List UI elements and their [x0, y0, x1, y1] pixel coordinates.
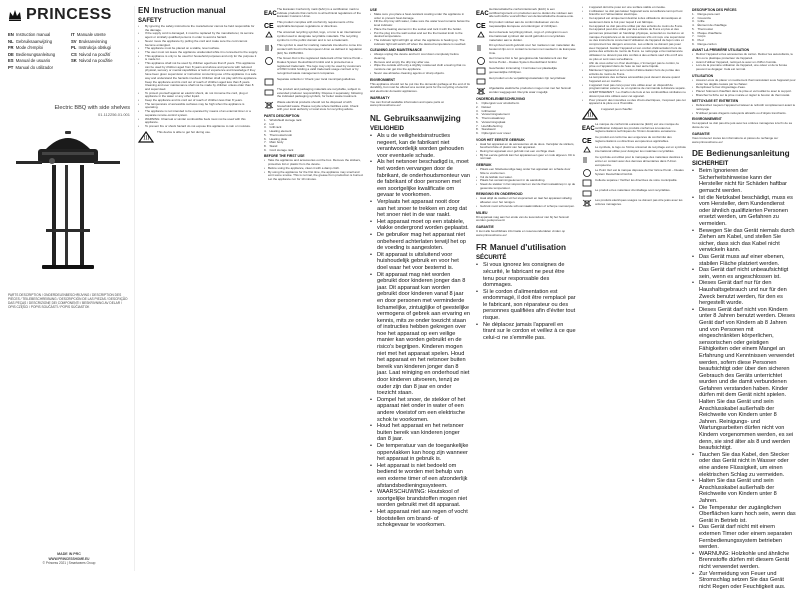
list-item: • Maintenez l'appareil et son cordon d'alimentation hors de portée des enfants de moins de 8 ans.	[582, 69, 686, 76]
symbol-note: Le symbole, le logo ou l'icône universel de recyclage est un symbole international utilisé pour désigner les matériaux recyclables.	[582, 146, 686, 154]
nl-safety-list	[370, 133, 470, 529]
symbol-note: The Green Dot is the registered trademark of Der Grüne Punkt – Duales System Deutschland GmbH and is protected as a registered trademark. The logo may only be used by customers of DSD GmbH holding a valid trademark usage contract or by recognized waste management companies.	[264, 57, 364, 76]
list-item: • Retirez l'appareil et les accessoires du carton. Retirez les autocollants, le film ou le plastique protecteur de l'appareil.	[692, 53, 796, 60]
list-item: • WARNUNG: Holzkohle und ähnliche Brennstoffe dürfen mit diesem Gerät nicht verwendet werden.	[692, 551, 796, 571]
list-item: • The appliance must be placed on a stable, level surface.	[138, 47, 258, 51]
list-item: • This appliance shall not be used by children aged less than 8 years. This appliance can be used by children aged from 8 years and above and persons with reduced physical, sensory or mental capabilities or lack of experience and knowledge if they have been given supervision or instruction concerning use of the appliance in a safe way and understand the hazards involved. Children shall not play with the appliance. Keep the appliance and its cord out of reach of children aged less than 8 years. Cleaning and user maintenance shall not be made by children unless older than 8 and supervised.	[138, 62, 258, 92]
list-item: • Het apparaat moet op een stabiele, vlakke ondergrond worden geplaatst.	[370, 219, 470, 232]
made-in-label: MADE IN PRC	[8, 552, 130, 556]
fr-section	[476, 243, 576, 341]
list-item: • Halten Sie das Gerät und sein Anschlusskabel außerhalb der Reichweite von Kindern unter 8 Jahren.	[692, 478, 796, 504]
symbol-note: EAC La marque de conformité eurasienne (EAC) est une marque de certification indiquant les produits conformes à toutes les réglementations techniques de l'Union douanière eurasienne.	[582, 123, 686, 134]
green-dot-icon	[582, 169, 592, 177]
list-item: • Bewegen Sie das Gerät niemals durch Ziehen am Kabel, und stellen Sie sicher, dass sich das Kabel nicht verwickeln kann.	[692, 228, 796, 254]
hot-surface-icon	[138, 131, 154, 143]
list-item: • De temperatuur van de toegankelijke oppervlakken kan hoog zijn wanneer het apparaat in gebruik is.	[370, 443, 470, 463]
fr-environment-heading: ENVIRONNEMENT	[692, 117, 796, 121]
language-item: PT Manual do utilizador	[8, 65, 67, 71]
eac-icon	[264, 8, 274, 16]
list-item: 8. Stand	[264, 145, 364, 149]
packaging-icon	[476, 77, 486, 85]
en-first-use-heading: BEFORE THE FIRST USE	[264, 154, 364, 158]
list-item: • Het apparaat niet aan regen of vocht blootstellen om brand- of schokgevaar te voorkomen.	[370, 509, 470, 529]
list-item: • Das Gerät darf nicht unbeaufsichtigt sein, wenn es angeschlossen ist.	[692, 267, 796, 280]
list-item: • Zur Vermeidung von Feuer und Stromschlag setzen Sie das Gerät nicht Regen oder Feuchtigkeit aus.	[692, 571, 796, 590]
nl-cleaning-list	[476, 197, 576, 208]
list-item: 5. Thermostat	[692, 28, 796, 32]
nl-parts-heading: ONDERDELENBESCHRIJVING	[476, 97, 576, 101]
list-item: • This appliance is only to be used for household purposes and only for the purpose it is made for.	[138, 55, 258, 62]
list-item: • Haal altijd de stekker uit het stopcontact en laat het apparaat volledig afkoelen voor het reinigen.	[476, 197, 576, 204]
svg-text:CE: CE	[476, 23, 486, 30]
list-item: • N'utilisez jamais d'agents nettoyants abrasifs ou d'objets tranchants.	[692, 112, 796, 116]
fr-safety-heading: SÉCURITÉ	[476, 255, 576, 261]
list-item: • The temperature of accessible surfaces may be high when the appliance is operating.	[138, 103, 258, 110]
list-item: • Als het netsnoer beschadigd is, moet het worden vervangen door de fabrikant, de onderhoudsmonteur van de fabrikant of door personen met een soortgelijke kwalificatie om gevaar te voorkomen.	[370, 159, 470, 199]
symbol-note: EAC Het Euraziatische conformiteitsmerk (EAC) is een certificeringsmerk om producten aan te duiden die voldoen aan alle technische voorschriften van de Euraziatische douane-unie.	[476, 8, 576, 19]
fr-safety-list	[476, 262, 576, 341]
de-section	[692, 149, 796, 590]
food-safe-icon	[264, 44, 274, 52]
symbol-note: Afgedankte elektrische producten mogen niet met het huisvuil worden weggegooid. Recycle waar mogelijk.	[476, 87, 576, 95]
list-item: • Make sure you place a heat-resistant coating under the appliance in order to prevent heat damage.	[370, 13, 470, 20]
list-item: • WARNING: Charcoal or similar combustible fuels must not be used with this appliance.	[138, 118, 258, 125]
en-column	[138, 6, 258, 571]
fr-parts-heading: DESCRIPTION DES PIÈCES	[692, 8, 796, 12]
list-item: 7. Corps	[692, 35, 796, 39]
list-item: 2. Deksel	[476, 106, 576, 110]
ce-icon	[582, 136, 592, 144]
list-item: • If the supply cord is damaged, it must be replaced by the manufacturer, its service agent or similarly qualified persons in order to avoid a hazard.	[138, 32, 258, 39]
green-dot-icon	[476, 57, 486, 65]
list-item: • Keep the appliance and its cord out of reach of children less than 8 years.	[138, 99, 258, 103]
nl-warranty-text: U kunt alle beschikbare informatie en reserveonderdelen vinden op www.princesshome.eu!	[476, 230, 576, 237]
en-cleaning-heading: CLEANING AND MAINTENANCE	[370, 48, 470, 52]
list-item: 1. Range-pare-vent	[692, 13, 796, 17]
en-parts-list	[264, 119, 364, 152]
ce-icon	[264, 21, 274, 29]
website-url: WWW.PRINCESSHOME.EU	[8, 557, 130, 561]
language-item: ES Manual de usuario	[8, 58, 67, 64]
list-item: • Fill the drip tray with water, make sure the water level remains below the level indicator.	[370, 20, 470, 27]
list-item: • Tauchen Sie das Kabel, den Stecker oder das Gerät nicht in Wasser oder eine andere Flüssigkeit, um einen elektrischen Schlag zu vermeiden.	[692, 452, 796, 478]
nl-section	[370, 114, 470, 529]
list-item: 4. Heating element	[264, 130, 364, 134]
symbol-note: Waste electrical products should not be disposed of with household waste. Please recycle where facilities exist. Check with your local authority or local store for recycling advice.	[264, 101, 364, 112]
fr-first-use-heading: AVANT LA PREMIÈRE UTILISATION	[692, 48, 796, 52]
list-item: • Vul de lekbak met water.	[476, 176, 576, 180]
symbol-note: CE Ce produit est conforme aux exigences de conformité des réglementations ou directives européennes applicables.	[582, 136, 686, 144]
list-item: 6. Heating plate	[264, 138, 364, 142]
svg-text:EAC: EAC	[264, 11, 277, 17]
list-item: • Si vous ignorez les consignes de sécurité, le fabricant ne peut être tenu pour responsable des dommages.	[476, 262, 576, 288]
nl-first-use-list	[476, 143, 576, 162]
symbol-note: Ce symbole est utilisé pour le marquage des matériaux destinés à entrer en contact avec des denrées alimentaires dans l'Union européenne.	[582, 156, 686, 167]
language-item: SK Návod na použitie	[71, 58, 130, 64]
nl-warranty-heading: GARANTIE	[476, 225, 576, 229]
list-item: • Place the heating element in the socket and lock it with the holder.	[370, 28, 470, 32]
en-warranty-heading: WARRANTY	[370, 96, 470, 100]
list-item: 6. Plaque chauffante	[692, 32, 796, 36]
hot-surface-note: L'appareil peut chauffer.	[582, 108, 686, 120]
list-item: 2. Lid	[264, 123, 364, 127]
list-item: 3. Grille	[692, 20, 796, 24]
list-item: • Pour prévenir des incendies ou des chocs électriques, n'exposez pas cet appareil à la pluie ou à l'humidité.	[582, 99, 686, 106]
brand-logo	[8, 6, 130, 24]
language-item: FR Mode d'emploi	[8, 45, 67, 51]
nl-use-list	[476, 168, 576, 190]
list-item: • Take the appliance and accessories out the box. Remove the stickers, protective foil or plastic from the device.	[264, 159, 364, 166]
list-item: • Steek de stekker in het stopcontact en stel de thermostaatknop in op de gewenste temperatuur.	[476, 183, 576, 190]
nl-safety-heading: VEILIGHEID	[370, 126, 470, 132]
separate-collection-icon	[582, 179, 592, 187]
symbol-note: CE Dit product voldoet aan de conformiteitseisen van de toepasselijke Europese verordeningen of richtlijnen.	[476, 21, 576, 29]
language-item: EN Instruction manual	[8, 32, 67, 38]
list-item: • Never use abrasive cleaning agents or sharp objects.	[370, 72, 470, 76]
food-safe-icon	[582, 156, 592, 164]
en-parts-heading: PARTS DESCRIPTION	[264, 114, 364, 118]
recycle-icon	[264, 31, 274, 39]
recycle-icon	[582, 146, 592, 154]
de-title: DE Bedienungsanleitung	[692, 149, 796, 158]
list-item: • Débranchez toujours l'appareil et laissez-le refroidir complètement avant le nettoyage.	[692, 104, 796, 111]
packaging-icon	[582, 189, 592, 197]
list-item: • Avant d'utiliser l'appareil, nettoyez-le avec un chiffon humide.	[692, 61, 796, 65]
symbol-note: Gescheiden inzameling / Controleer uw plaatselijke gemeentelijke richtlijnen.	[476, 67, 576, 75]
svg-text:EAC: EAC	[476, 11, 489, 17]
list-item: 2. Couvercle	[692, 17, 796, 21]
list-item: • Assurez-vous de placer un revêtement thermorésistant sous l'appareil pour éviter les dégâts causés par la chaleur.	[692, 79, 796, 86]
list-item: 1. Opbergrek voor windscherm	[476, 102, 576, 106]
weee-bin-icon	[476, 87, 486, 95]
list-item: • Haal het apparaat en de accessoires uit de doos. Verwijder de stickers, beschermfolie of plastic van het apparaat.	[476, 143, 576, 150]
list-item: • La température des surfaces accessibles peut devenir élevée quand l'appareil est en marche.	[582, 76, 686, 83]
packaging-icon	[264, 88, 274, 96]
crown-icon	[8, 9, 22, 21]
symbol-note: Het product en de verpakkingsmaterialen zijn recyclebaar.	[476, 77, 576, 85]
list-item: • Ne déplacez jamais l'appareil en tirant sur le cordon et veillez à ce que celui-ci ne s'emmêle pas.	[476, 322, 576, 342]
symbol-note: The universal recycling symbol, logo, or icon is an international symbol used to designate recyclable materials. The recycling symbol is in the public domain and is not a trademark.	[264, 31, 364, 42]
list-item: • Dit apparaat mag niet worden gebruikt door kinderen jonger dan 8 jaar. Dit apparaat kan worden gebruikt door kinderen vanaf 8 jaar en door personen met verminderde lichamelijke, zintuiglijke of geestelijke vermogens of gebrek aan ervaring en kennis, mits ze onder toezicht staan of instructies hebben gekregen over hoe het apparaat op een veilige manier kan worden gebruikt en de risico's begrijpen. Kinderen mogen niet met het apparaat spelen. Houd het apparaat en het netsnoer buiten bereik van kinderen jonger dan 8 jaar. Laat reiniging en onderhoud niet door kinderen uitvoeren, tenzij ze ouder zijn dan 8 jaar en onder toezicht staan.	[370, 272, 470, 397]
language-item: NL Gebruiksaanwijzing	[8, 39, 67, 45]
list-item: • To prevent fire or shock hazard do not expose this appliance to rain or moisture.	[138, 125, 258, 129]
symbol-note: Le Point Vert est la marque déposée de Der Grüne Punkt – Duales System Deutschland GmbH.	[582, 169, 686, 177]
list-item: • Cet appareil est uniquement destiné à des utilisations domestiques et seulement dans le but pour lequel il est fabriqué.	[582, 17, 686, 24]
nl-use-heading: GEBRUIK	[476, 163, 576, 167]
hot-surface-note: This device is able to get hot during use.	[138, 131, 258, 143]
list-item: 3. Grillrooster	[476, 110, 576, 114]
en-first-use-list	[264, 159, 364, 181]
green-dot-icon	[264, 57, 274, 65]
en-title: EN Instruction manual	[138, 6, 258, 15]
list-item: • Plaats een hittebestendige laag onder het apparaat om schade door hitte te voorkomen.	[476, 168, 576, 175]
en-environment-text: This appliance should not be put into the domestic garbage at the end of its durability, but must be offered at a central point for the recycling of electric and electronic domestic appliances.	[370, 83, 470, 94]
recycle-icon	[476, 31, 486, 39]
fr-symbols	[582, 123, 686, 207]
weee-bin-icon	[264, 101, 274, 109]
list-item: • Ist die Netzkabel beschädigt, muss es vom Hersteller, dem Kundendienst oder ähnlich qualifizierten Personen ersetzt werden, um Gefahren zu vermeiden.	[692, 195, 796, 228]
list-item: 9. Opbergrek voor snoer	[476, 132, 576, 136]
copyright: © Princess 2021 | Smartwares Group	[8, 561, 130, 565]
en-safety-list	[138, 25, 258, 129]
list-item: • Before using the appliance, clean it with a damp cloth.	[264, 167, 364, 171]
list-item: • Het apparaat is niet bedoeld om bediend te worden met behulp van een externe timer of een afzonderlijk afstandsbedieningssysteem.	[370, 463, 470, 489]
list-item: • Dieses Gerät darf nicht von Kindern unter 8 Jahren benutzt werden. Dieses Gerät darf von Kindern ab 8 Jahren und von Personen mit eingeschränkten körperlichen, sensorischen oder geistigen Fähigkeiten oder einem Mangel an Erfahrung und Kenntnissen verwendet werden, sofern diese Personen beaufsichtigt oder über den sicheren Gebrauch des Geräts unterrichtet wurden und die damit verbundenen Gefahren verstanden haben. Kinder dürfen mit dem Gerät nicht spielen. Halten Sie das Gerät und sein Anschlusskabel außerhalb der Reichweite von Kindern unter 8 Jahren. Reinigungs- und Wartungsarbeiten dürfen nicht von Kindern vorgenommen werden, es sei denn, sie sind älter als 8 und werden beaufsichtigt.	[692, 307, 796, 452]
de-safety-heading: SICHERHEIT	[692, 161, 796, 167]
fr-use-list	[692, 79, 796, 98]
nl-parts-list	[476, 102, 576, 135]
cover-footer	[8, 552, 130, 565]
fr-de-column	[692, 6, 796, 571]
symbol-note: The product and packaging materials are recyclable, subject to extended producer responsibility. Dispose it separately, following the indicated packaging symbols, for better waste treatment.	[264, 88, 364, 99]
list-item: • Beim Ignorieren der Sicherheitshinweise kann der Hersteller nicht für Schäden haftbar gemacht werden.	[692, 168, 796, 194]
cover-column	[8, 6, 130, 571]
list-item: • Lors de la première utilisation de l'appareil, une odeur et de la fumée peuvent se dégager. Cela est normal.	[692, 64, 796, 71]
symbol-note: CE This product complies with conformity requirements of the applicable European regulations or directives.	[264, 21, 364, 29]
list-item: • Plaats het verwarmingselement in de aansluiting.	[476, 179, 576, 183]
fr-warranty-heading: GARANTIE	[692, 132, 796, 136]
list-item: • Bij het eerste gebruik kan het apparaat een geur en rook afgeven. Dit is normaal.	[476, 154, 576, 161]
language-item: IT Manuale utente	[71, 32, 130, 38]
en-use-heading: USE	[370, 8, 470, 12]
symbol-note: EAC The Eurasian Conformity mark (EAC) is a certification mark to indicate products that conform to all technical regulations of the Eurasian Customs Union.	[264, 8, 364, 19]
fr-use-heading: UTILISATION	[692, 74, 796, 78]
list-item: 8. Standaard	[476, 128, 576, 132]
fr-title: FR Manuel d'utilisation	[476, 243, 576, 252]
list-item: • Das Gerät darf nicht mit einem externen Timer oder einem separaten Fernbedienungssystem betrieben werden.	[692, 524, 796, 550]
bbq-product-image	[8, 119, 128, 284]
list-item: • Die Temperatur der zugänglichen Oberflächen kann hoch sein, wenn das Gerät in Betrieb ist.	[692, 505, 796, 525]
list-item: • Gebruik nooit schurende schoonmaakmiddelen of scherpe voorwerpen.	[476, 205, 576, 209]
product-name: Electric BBQ with side shelves	[8, 105, 130, 111]
symbol-note: Separate collection / Check your local municipal guidelines.	[264, 78, 364, 86]
symbol-note: Het Groene Dot is het geregistreerde handelsmerk van Der Grüne Punkt – Duales System Deutschland GmbH.	[476, 57, 576, 65]
list-item: • Dieses Gerät darf nur für den Haushaltsgebrauch und nur für den Zweck benutzt werden, für den es hergestellt wurde.	[692, 280, 796, 306]
eac-icon	[476, 8, 486, 16]
list-item: • The indicator light will light up when the appliance is heating up. The indicator light will switch off when the desired temperature is reached.	[370, 39, 470, 46]
list-item: • Never move the appliance by pulling the cord and make sure the cord cannot become entangled.	[138, 40, 258, 47]
eac-icon	[582, 123, 592, 131]
model-number: 01.112256.01.001	[8, 112, 130, 117]
list-item: • The user must not leave the appliance unattended while it is connected to the supply.	[138, 51, 258, 55]
symbol-note: Het universele recyclingsymbool, -logo of -pictogram is een internationaal symbool dat wordt gebruikt om recyclebare materialen aan te duiden.	[476, 31, 576, 42]
list-item: 6. Verwarmingsplaat	[476, 121, 576, 125]
list-item: 1. Windshield storage rack	[264, 119, 364, 123]
list-item: • L'utilisateur ne doit pas laisser l'appareil sans surveillance tant qu'il est branché sur l'alimentation électrique.	[582, 10, 686, 17]
column-divider	[134, 6, 135, 571]
nl-environment-text: Dit apparaat mag aan het einde van de levensduur niet bij het huisvuil worden gedeponeerd.	[476, 216, 576, 223]
list-item: 7. Hoofdbehuizing	[476, 125, 576, 129]
list-item: 5. Thermostat knob	[264, 134, 364, 138]
list-item: 9. Cord storage rack	[264, 149, 364, 153]
brand-name: PRINCESS	[26, 6, 112, 24]
svg-text:CE: CE	[582, 138, 592, 145]
list-item: • Always unplug the device and let it cool down completely before cleaning.	[370, 53, 470, 60]
list-item: • AVERTISSEMENT : Le charbon de bois et les combustibles similaires ne doivent pas être utilisés avec cet appareil.	[582, 91, 686, 98]
fr-environment-text: Cet appareil ne doit pas être jeté avec les ordures ménagères à la fin de sa durée de vie.	[692, 122, 796, 129]
de-safety-list	[692, 168, 796, 590]
list-item: • Afin de vous éviter un choc électrique, n'immergez pas le cordon, la prise ou l'appareil dans de l'eau ou tout autre liquide.	[582, 62, 686, 69]
list-item: • L'appareil n'est pas conçu pour être utilisé avec un dispositif de programmation externe ou un système de commande à distance séparé.	[582, 84, 686, 91]
list-item: • Wipe the outside with only a slightly moistened cloth ensuring that no moisture can get into the appliance.	[370, 64, 470, 71]
nl-title: NL Gebruiksaanwijzing	[370, 114, 470, 123]
parts-caption: PARTS DESCRIPTION / ONDERDELENBESCHRIJVING / DESCRIPTION DES PIÈCES / TEILEBESCHREIBUNG / DESCRIPCIÓN DE LAS PIEZAS / DESCRIÇÃO DAS PEÇAS / DESCRIZIONE DEI COMPONENTI / BESKRIVNING AV DELAR / OPIS CZĘŚCI / POPIS SOUČÁSTÍ / POPIS SÚČIASTOK	[8, 293, 130, 309]
en-column-continued	[264, 6, 364, 571]
separate-collection-icon	[264, 78, 274, 86]
language-item: CS Návod na použití	[71, 52, 130, 58]
nl-first-use-heading: VOOR HET EERSTE GEBRUIK	[476, 138, 576, 142]
list-item: • Verplaats het apparaat nooit door aan het snoer te trekken en zorg dat het snoer niet in de war raakt.	[370, 199, 470, 219]
svg-text:EAC: EAC	[582, 126, 595, 132]
weee-bin-icon	[582, 199, 592, 207]
language-item: SV Bruksanvisning	[71, 39, 130, 45]
en-cleaning-list	[370, 53, 470, 75]
list-item: 8. Pied	[692, 39, 796, 43]
list-item: • Reinig het apparaat voor gebruik met een vochtige doek.	[476, 150, 576, 154]
list-item: 3. Grill rack	[264, 126, 364, 130]
list-item: 5. Thermostaatknop	[476, 117, 576, 121]
fr-parts-list	[692, 13, 796, 46]
fr-column	[582, 6, 686, 571]
list-item: • Remplissez le bac d'égouttage d'eau.	[692, 86, 796, 90]
language-item: PL Instrukcja obsługi	[71, 45, 130, 51]
symbol-note: Dit symbool wordt gebruikt voor het markeren van materialen die bestemd zijn om in contact te komen met voedsel in de Europese Unie.	[476, 44, 576, 55]
list-item: 4. Élément de chauffage	[692, 24, 796, 28]
fr-cleaning-heading: NETTOYAGE ET ENTRETIEN	[692, 99, 796, 103]
food-safe-icon	[476, 44, 486, 52]
separate-collection-icon	[476, 67, 486, 75]
list-item: • Branchez la fiche sur la prise murale et réglez le bouton du thermostat.	[692, 94, 796, 98]
list-item: • Placez l'élément chauffant dans la prise et verrouillez-le avec le support.	[692, 90, 796, 94]
list-item: • Das Gerät muss auf einer ebenen, stabilen Fläche platziert werden.	[692, 254, 796, 267]
nl-cleaning-heading: REINIGING EN ONDERHOUD	[476, 192, 576, 196]
list-item: • Si le cordon d'alimentation est endommagé, il doit être remplacé par le fabricant, son réparateur ou des personnes qualifiées afin d'éviter tout risque.	[476, 289, 576, 322]
en-column-use	[370, 6, 470, 571]
list-item: • Put the plug into the wall socket and set the thermostat knob to the desired temperature.	[370, 32, 470, 39]
list-item: • Remove and empty the drip tray after use.	[370, 61, 470, 65]
en-environment-heading: ENVIRONMENT	[370, 78, 470, 82]
language-item: DE Bedienungsanleitung	[8, 52, 67, 58]
nl-column-continued	[476, 6, 576, 571]
fr-first-use-list	[692, 53, 796, 72]
list-item: • Houd het apparaat en het netsnoer buiten bereik van kinderen jonger dan 8 jaar.	[370, 423, 470, 443]
list-item: • Als u de veiligheidsinstructies negeert, kan de fabrikant niet verantwoordelijk worden gehouden voor eventuele schade.	[370, 133, 470, 159]
nl-environment-heading: MILIEU	[476, 211, 576, 215]
en-use-list	[370, 13, 470, 46]
symbol-note: Collecte séparée / Vérifiez les directives de votre municipalité.	[582, 179, 686, 187]
list-item: • Dit apparaat is uitsluitend voor huishoudelijk gebruik en voor het doel waar het voor bestemd is.	[370, 252, 470, 272]
list-item: 9. Range-cordon	[692, 43, 796, 47]
list-item: • WAARSCHUWING: Houtskool of soortgelijke brandstoffen mogen niet worden gebruikt met dit apparaat.	[370, 489, 470, 509]
list-item: 7. Main body	[264, 141, 364, 145]
list-item: • By using the appliance for the first time, the appliance may smell and emit some smoke. This is normal, the grease from production is burned. Let the appliance run for 10 minutes.	[264, 171, 364, 182]
symbol-note: This symbol is used for marking materials intended to come into contact with food in the European Union as defined in regulation (EC) No 1935/2004.	[264, 44, 364, 55]
list-item: • The appliance is not intended to be operated by means of an external timer or a separate remote-control system.	[138, 110, 258, 117]
en-safety-heading: SAFETY	[138, 18, 258, 24]
list-item: • By ignoring the safety instructions the manufacturer cannot be held responsible for the damage.	[138, 25, 258, 32]
list-item: • Cet appareil ne doit pas être utilisé par des enfants de moins de 8 ans. Cet appareil peut être utilisé par des enfants de 8 ans et plus et des personnes présentant un handicap physique, sensoriel ou mental ou un manque d'expérience et de connaissances s'ils ont reçu une supervision ou des instructions concernant l'utilisation de l'appareil de façon sûre et comprennent les dangers encourus. Les enfants ne doivent pas jouer avec l'appareil. Gardez l'appareil et son cordon d'alimentation hors de portée des enfants de moins de 8 ans. Le nettoyage et la maintenance utilisateur ne doivent pas être confiés à des enfants sauf s'ils ont 8 ans ou plus et sont sous surveillance.	[582, 25, 686, 62]
list-item: • To protect yourself against an electric shock, do not immerse the cord, plug or appliance in the water or any other liquid.	[138, 92, 258, 99]
symbol-note: Les produits électriques usagés ne doivent pas être jetés avec les ordures ménagères.	[582, 199, 686, 207]
hot-surface-icon	[582, 108, 598, 120]
fr-safety-list-continued	[582, 6, 686, 106]
svg-text:CE: CE	[264, 23, 274, 30]
list-item: • De gebruiker mag het apparaat niet onbeheerd achterlaten terwijl het op de voeding is aangesloten.	[370, 232, 470, 252]
list-item: • Dompel het snoer, de stekker of het apparaat niet onder in water of een andere vloeistof om een elektrische schok te voorkomen.	[370, 397, 470, 423]
en-warranty-text: You can find all available information and spare parts at www.princesshome.eu!	[370, 101, 470, 108]
fr-warranty-text: Vous trouverez toutes les informations et pièces de rechange sur www.princesshome.eu!	[692, 137, 796, 144]
symbol-note: Le produit et les matériaux d'emballage sont recyclables.	[582, 189, 686, 197]
list-item: 4. Verwarmingselement	[476, 113, 576, 117]
fr-cleaning-list	[692, 104, 796, 115]
ce-icon	[476, 21, 486, 29]
list-item: • L'appareil doit être posé sur une surface stable et nivelée.	[582, 6, 686, 10]
language-list	[8, 32, 130, 71]
